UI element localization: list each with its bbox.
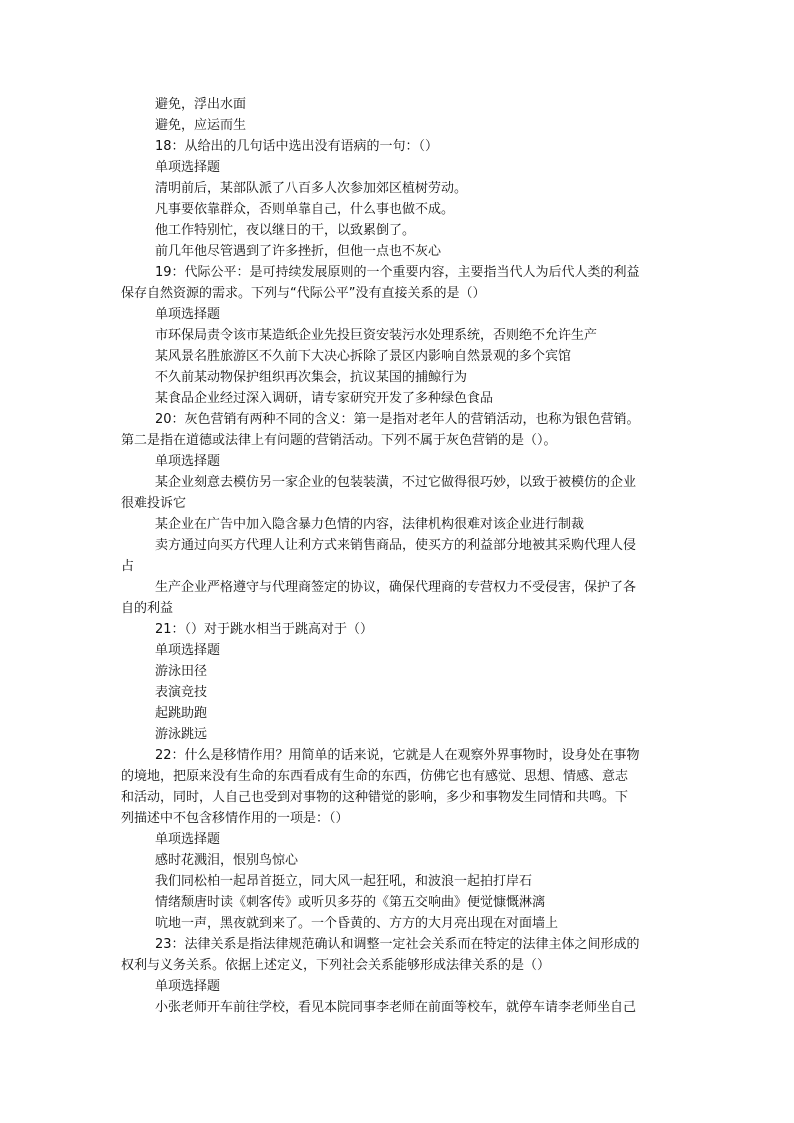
- question-type-label: 单项选择题: [155, 832, 221, 847]
- question-type-label: 单项选择题: [155, 160, 221, 175]
- option-line: 清明前后，某部队派了八百多人次参加郊区植树劳动。: [155, 181, 468, 196]
- option-line: 某食品企业经过深入调研，请专家研究开发了多种绿色食品: [155, 391, 494, 406]
- question-20: 20：灰色营销有两种不同的含义：第一是指对老年人的营销活动，也称为银色营销。: [155, 412, 640, 427]
- question-type-label: 单项选择题: [155, 979, 221, 994]
- option-line: 市环保局责令该市某造纸企业先投巨资安装污水处理系统，否则绝不允许生产: [155, 328, 598, 343]
- option-line: 感时花溅泪，恨别鸟惊心: [155, 853, 299, 868]
- option-line: 生产企业严格遵守与代理商签定的协议，确保代理商的专营权力不受侵害，保护了各: [155, 580, 637, 595]
- option-line: 某企业刻意去模仿另一家企业的包装装潢，不过它做得很巧妙，以致于被模仿的企业: [155, 475, 637, 490]
- text-line: 避免，浮出水面: [155, 97, 247, 112]
- option-line: 前几年他尽管遇到了许多挫折，但他一点也不灰心: [155, 244, 442, 259]
- option-line: 游泳田径: [155, 664, 208, 679]
- option-line: 情绪颓唐时读《刺客传》或听贝多芬的《第五交响曲》便觉慷慨淋漓: [155, 895, 546, 910]
- question-22-cont: 的境地，把原来没有生命的东西看成有生命的东西，仿佛它也有感觉、思想、情感、意志: [121, 769, 629, 784]
- question-18: 18：从给出的几句话中选出没有语病的一句：（）: [155, 139, 439, 154]
- option-line: 某企业在广告中加入隐含暴力色情的内容，法律机构很难对该企业进行制裁: [155, 517, 585, 532]
- option-line-cont: 很难投诉它: [121, 496, 187, 511]
- option-line: 某风景名胜旅游区不久前下大决心拆除了景区内影响自然景观的多个宾馆: [155, 349, 572, 364]
- question-type-label: 单项选择题: [155, 643, 221, 658]
- option-line-cont: 自的利益: [121, 601, 174, 616]
- option-line: 吭地一声，黑夜就到来了。一个昏黄的、方方的大月亮出现在对面墙上: [155, 916, 559, 931]
- option-line: 小张老师开车前往学校，看见本院同事李老师在前面等校车，就停车请李老师坐自己: [155, 1000, 637, 1015]
- question-20-cont: 第二是指在道德或法律上有问题的营销活动。下列不属于灰色营销的是（）。: [121, 433, 557, 448]
- question-19: 19：代际公平：是可持续发展原则的一个重要内容，主要指当代人为后代人类的利益: [155, 265, 640, 280]
- question-22-cont: 和活动，同时，人自己也受到对事物的这种错觉的影响，多少和事物发生同情和共鸣。下: [121, 790, 629, 805]
- option-line: 凡事要依靠群众，否则单靠自己，什么事也做不成。: [155, 202, 455, 217]
- question-19-cont: 保存自然资源的需求。下列与“代际公平”没有直接关系的是（）: [121, 286, 486, 301]
- question-23-cont: 权利与义务关系。依据上述定义，下列社会关系能够形成法律关系的是（）: [121, 958, 551, 973]
- option-line: 起跳助跑: [155, 706, 208, 721]
- question-22-cont: 列描述中不包含移情作用的一项是：（）: [121, 811, 349, 826]
- option-line: 他工作特别忙，夜以继日的干，以致累倒了。: [155, 223, 416, 238]
- option-line-cont: 占: [121, 559, 135, 574]
- question-21: 21：（）对于跳水相当于跳高对于（）: [155, 622, 374, 637]
- question-22: 22：什么是移情作用？用简单的话来说，它就是人在观察外界事物时，设身处在事物: [155, 748, 640, 763]
- option-line: 我们同松柏一起昂首挺立，同大风一起狂吼，和波浪一起拍打岸石: [155, 874, 533, 889]
- question-type-label: 单项选择题: [155, 307, 221, 322]
- question-type-label: 单项选择题: [155, 454, 221, 469]
- question-23: 23：法律关系是指法律规范确认和调整一定社会关系而在特定的法律主体之间形成的: [155, 937, 640, 952]
- option-line: 游泳跳远: [155, 727, 208, 742]
- option-line: 表演竞技: [155, 685, 208, 700]
- option-line: 卖方通过向买方代理人让利方式来销售商品，使买方的利益部分地被其采购代理人侵: [155, 538, 637, 553]
- option-line: 不久前某动物保护组织再次集会，抗议某国的捕鲸行为: [155, 370, 468, 385]
- text-line: 避免，应运而生: [155, 118, 247, 133]
